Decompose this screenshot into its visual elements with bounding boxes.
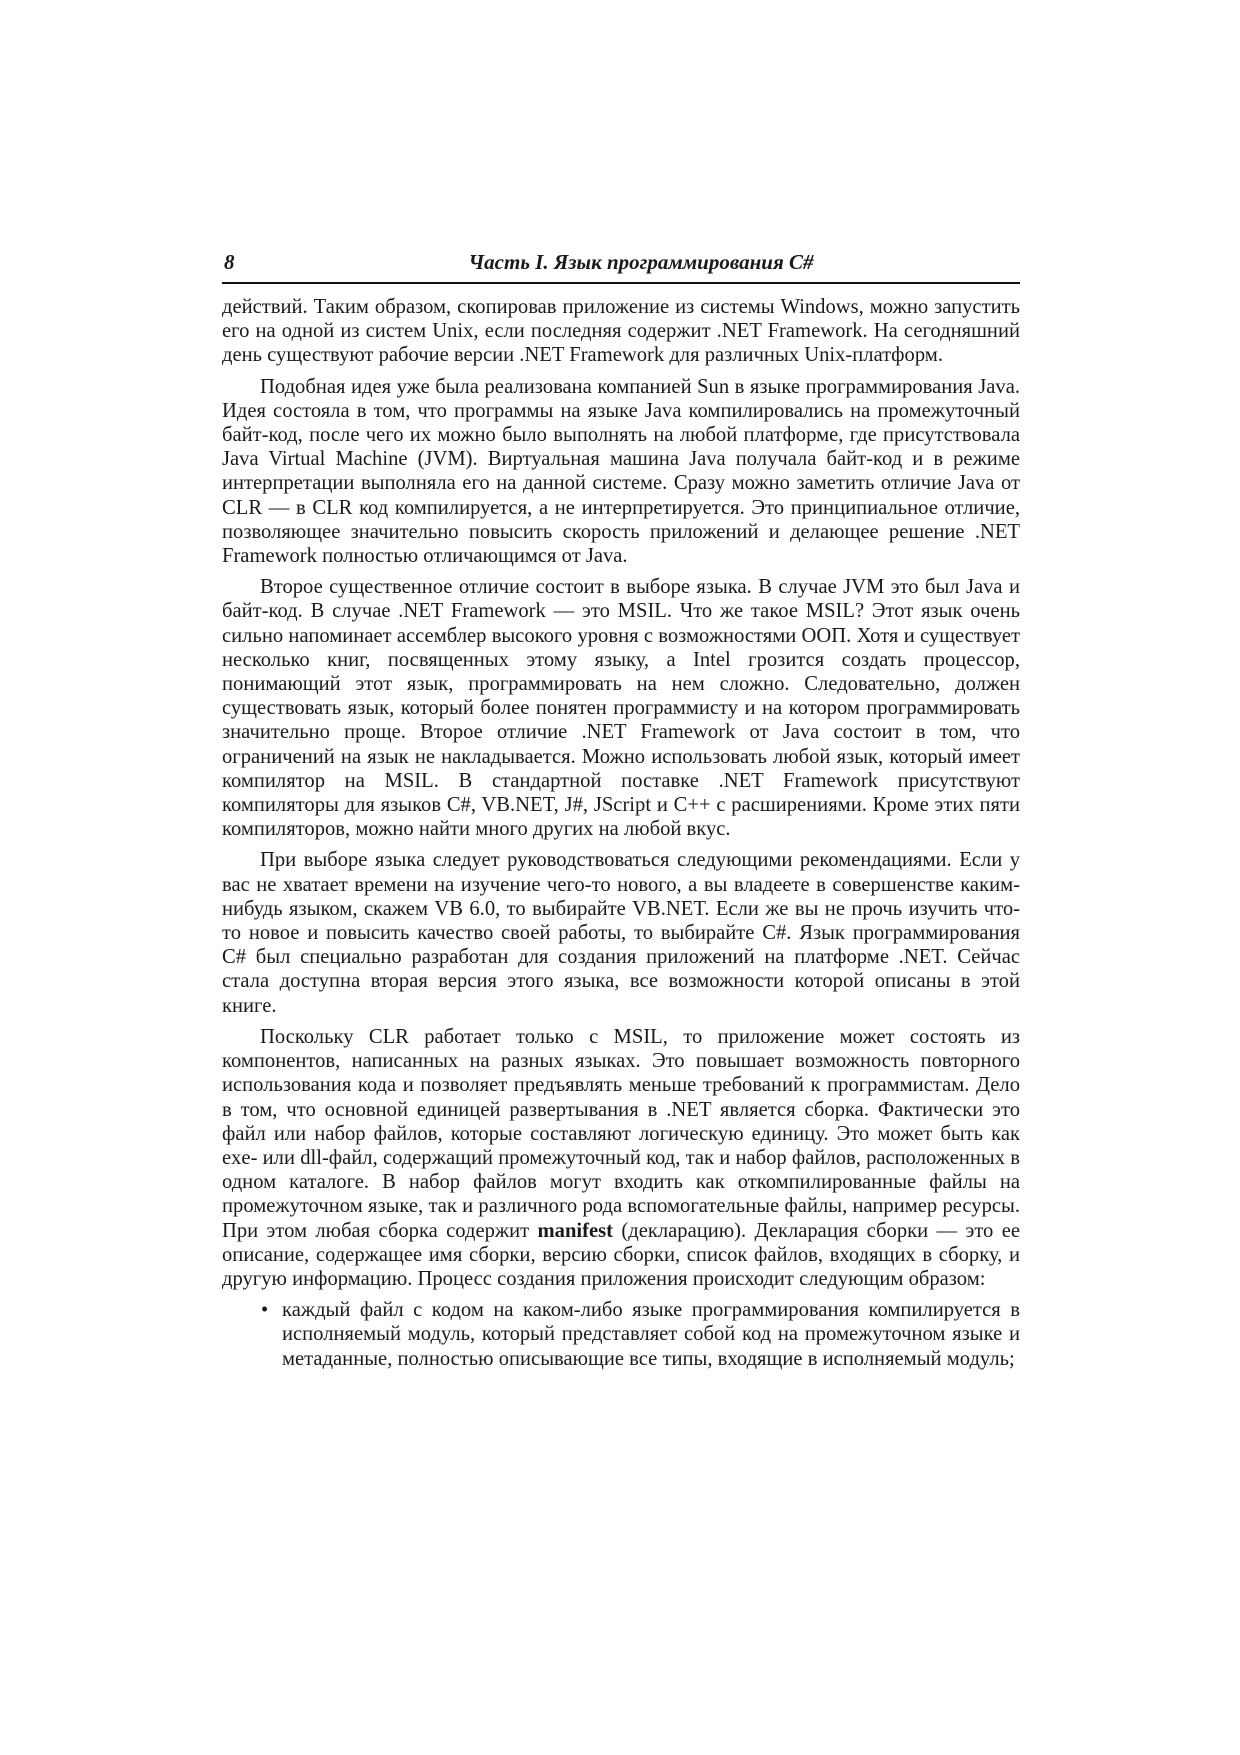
running-title: Часть I. Язык программирования C# [468, 250, 814, 274]
paragraph-4: При выборе языка следует руководствоваться следующими рекомендациями. Если у вас не хватает времени на изучение чего-то нового, а вы владеете в совершенстве каким-нибудь языком, скажем VB 6.0, то выбирайте VB.NET. Если же вы не прочь изучить что-то новое и повысить качество своей работы, то выбирайте C#. Язык программирования C# был специально разработан для создания приложений на платформе .NET. Сейчас стала доступна вторая версия этого языка, все возможности которой описаны в этой книге. [222, 849, 1020, 1017]
list-item-text: каждый файл с кодом на каком-либо языке программирования компилируется в исполняемый модуль, который представляет собой код на промежуточном языке и метаданные, полностью описывающие все типы, входящие в исполняемый модуль; [282, 1299, 1020, 1370]
paragraph-5-text-after: (декларацию). Декларация сборки — это ее описание, содержащее имя сборки, версию сборки, список файлов, входящих в сборку, и другую информацию. Процесс создания приложения происходит следующим образом: [222, 1219, 1020, 1290]
paragraph-5 [222, 1025, 1020, 1291]
paragraph-1: действий. Таким образом, скопировав приложение из системы Windows, можно запустить его на одной из систем Unix, если последняя содержит .NET Framework. На сегодняшний день существуют рабочие версии .NET Framework для различных Unix-платформ. [222, 296, 1020, 367]
manifest-term: manifest [537, 1219, 614, 1242]
bullet-marker: • [261, 1299, 269, 1322]
page-number: 8 [224, 250, 235, 274]
paragraph-3: Второе существенное отличие состоит в выборе языка. В случае JVM это был Java и байт-код. В случае .NET Framework — это MSIL. Что же такое MSIL? Этот язык очень сильно напоминает ассемблер высокого уровня с возможностями ООП. Хотя и существует несколько книг, посвященных этому языку, а Intel грозится создать процессор, понимающий этот язык, программировать на нем сложно. Следовательно, должен существовать язык, который более понятен программисту и на котором программировать значительно проще. Второе отличие .NET Framework от Java состоит в том, что ограничений на язык не накладывается. Можно использовать любой язык, который имеет компилятор на MSIL. В стандартной поставке .NET Framework присутствуют компиляторы для языков C#, VB.NET, J#, JScript и C++ с расширениями. Кроме этих пяти компиляторов, можно найти много других на любой вкус. [222, 576, 1020, 841]
list-item [261, 1298, 1020, 1371]
book-page [222, 248, 1020, 1371]
paragraph-2: Подобная идея уже была реализована компанией Sun в языке программирования Java. Идея состояла в том, что программы на языке Java компилировались на промежуточный байт-код, после чего их можно было выполнять на любой платформе, где присутствовала Java Virtual Machine (JVM). Виртуальная машина Java получала байт-код и в режиме интерпретации выполняла его на данной системе. Сразу можно заметить отличие Java от CLR — в CLR код компилируется, а не интерпретируется. Это принципиальное отличие, позволяющее значительно повысить скорость приложений и делающее решение .NET Framework полностью отличающимся от Java. [222, 375, 1020, 568]
page-header [222, 248, 1020, 284]
paragraph-5-text-before: Поскольку CLR работает только с MSIL, то приложение может состоять из компонентов, написанных на разных языках. Это повышает возможность повторного использования кода и позволяет предъявлять меньше требований к программистам. Дело в том, что основной единицей развертывания в .NET является сборка. Фактически это файл или набор файлов, которые составляют логическую единицу. Это может быть как exe- или dll-файл, содержащий промежуточный код, так и набор файлов, расположенных в одном каталоге. В набор файлов могут входить как откомпилированные файлы на промежуточном языке, так и различного рода вспомогательные файлы, например ресурсы. При этом любая сборка содержит [222, 1025, 1020, 1242]
body-text [222, 295, 1020, 1371]
bullet-list [222, 1298, 1020, 1371]
